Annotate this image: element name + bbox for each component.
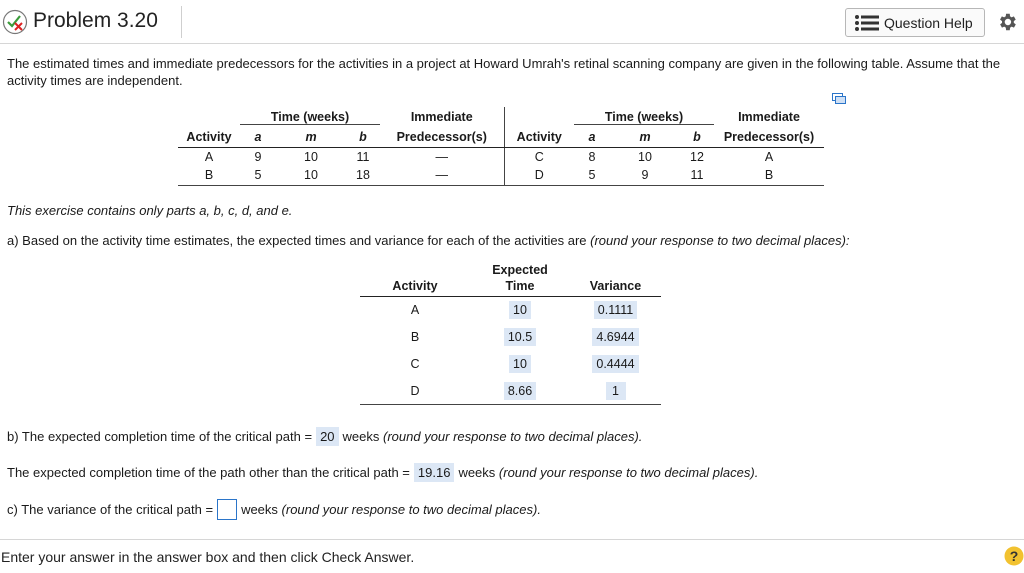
header-divider	[181, 6, 182, 38]
activity-table	[178, 107, 824, 186]
m-header-left: m	[276, 127, 346, 147]
activity-cell: D	[360, 378, 470, 405]
b-cell: 12	[690, 149, 704, 164]
table-row	[360, 351, 661, 378]
activity-cell: C	[504, 147, 574, 166]
part-c-hint: (round your response to two decimal places).	[281, 502, 541, 517]
critical-path-variance-input[interactable]	[217, 499, 237, 520]
expected-time-answer[interactable]: 10	[509, 355, 531, 373]
expected-variance-table	[360, 262, 661, 405]
b-cell: 11	[356, 149, 370, 164]
part-c-variance	[7, 499, 541, 520]
part-b-line1-hint: (round your response to two decimal places).	[383, 429, 643, 444]
activity-header-left: Activity	[178, 127, 240, 147]
activity-cell: C	[410, 357, 420, 371]
immediate-header-left: Immediate	[410, 110, 473, 124]
variance-answer[interactable]: 0.1111	[594, 301, 637, 319]
a-cell: 5	[574, 166, 610, 185]
part-b-line2-prefix: The expected completion time of the path other than the critical path =	[7, 465, 410, 480]
variance-answer[interactable]: 1	[606, 382, 626, 400]
predecessor-cell: —	[380, 166, 504, 185]
critical-path-time-answer[interactable]: 20	[316, 427, 338, 446]
part-b-critical-path	[7, 427, 642, 446]
b-cell: 11	[680, 166, 714, 185]
expected-time-answer[interactable]: 10	[509, 301, 531, 319]
partially-correct-icon	[2, 9, 28, 35]
part-b-line2-hint: (round your response to two decimal places).	[498, 465, 759, 480]
activity-cell: B	[410, 330, 420, 344]
header-bar	[0, 0, 1024, 44]
immediate-header-right: Immediate	[738, 110, 800, 124]
part-c-unit: weeks	[241, 502, 278, 517]
part-b-line1-unit: weeks	[342, 429, 380, 444]
activity-header-right: Activity	[504, 127, 574, 147]
exercise-note: This exercise contains only parts a, b, c, d, and e.	[7, 203, 293, 218]
question-help-button[interactable]	[845, 8, 985, 37]
activity-cell: D	[504, 166, 574, 185]
m-cell: 9	[610, 166, 680, 185]
part-a-hint: (round your response to two decimal places):	[590, 233, 850, 248]
a-cell: 9	[254, 149, 262, 164]
other-path-time-answer[interactable]: 19.16	[414, 463, 455, 482]
problem-title: Problem 3.20	[33, 9, 158, 32]
table-row	[360, 378, 661, 405]
variance-answer[interactable]: 4.6944	[592, 328, 638, 346]
predecessor-cell: A	[764, 149, 774, 164]
time-weeks-header-right: Time (weeks)	[574, 107, 714, 127]
b-cell: 18	[346, 166, 380, 185]
part-b-line2-unit: weeks	[458, 465, 496, 480]
a-header-right: a	[574, 127, 610, 147]
question-help-label: Question Help	[884, 14, 973, 31]
b-header-left: b	[346, 127, 380, 147]
variance-answer[interactable]: 0.4444	[592, 355, 638, 373]
part-b-other-path	[7, 463, 758, 482]
expected-time-header	[470, 262, 570, 297]
expected-header-line1: Expected	[492, 263, 548, 277]
problem-intro-text: The estimated times and immediate predecessors for the activities in a project at Howard Umrah's retinal scanning company are given in the following table. Assume that the activity times are independent.	[7, 56, 1001, 88]
predecessors-header-right: Predecessor(s)	[714, 127, 824, 147]
a-header-left: a	[240, 127, 276, 147]
m-cell: 10	[276, 166, 346, 185]
table-row	[178, 147, 824, 166]
table-row	[360, 324, 661, 351]
help-symbol: ?	[1009, 548, 1019, 564]
table-row	[360, 297, 661, 324]
predecessors-header-left: Predecessor(s)	[380, 127, 504, 147]
time-weeks-header-left: Time (weeks)	[240, 107, 380, 127]
footer-instruction: Enter your answer in the answer box and then click Check Answer.	[1, 549, 415, 565]
b-header-right: b	[680, 127, 714, 147]
variance-header: Variance	[570, 262, 661, 297]
help-icon[interactable]	[1004, 546, 1024, 566]
a-cell: 8	[588, 149, 596, 164]
predecessor-cell: B	[714, 166, 824, 185]
expected-time-answer[interactable]: 8.66	[504, 382, 536, 400]
list-icon	[854, 14, 880, 32]
m-cell: 10	[638, 149, 652, 164]
table-row	[178, 166, 824, 185]
m-header-right: m	[610, 127, 680, 147]
expected-time-answer[interactable]: 10.5	[504, 328, 536, 346]
a-cell: 5	[240, 166, 276, 185]
activity-cell: B	[178, 166, 240, 185]
m-cell: 10	[304, 149, 318, 164]
activity-cell: A	[410, 303, 420, 318]
copy-table-icon[interactable]	[832, 93, 846, 105]
part-c-prefix: c) The variance of the critical path =	[7, 502, 214, 517]
footer-bar	[0, 539, 1024, 573]
part-a-question	[7, 233, 850, 248]
activity-cell: A	[204, 149, 214, 164]
part-a-text: a) Based on the activity time estimates, the expected times and variance for each of the activities are	[7, 233, 587, 248]
gear-icon[interactable]	[996, 11, 1018, 33]
part-b-line1-prefix: b) The expected completion time of the critical path =	[7, 429, 313, 444]
expected-header-line2: Time	[505, 279, 535, 293]
activity-header: Activity	[360, 262, 470, 297]
predecessor-cell: —	[435, 149, 448, 164]
